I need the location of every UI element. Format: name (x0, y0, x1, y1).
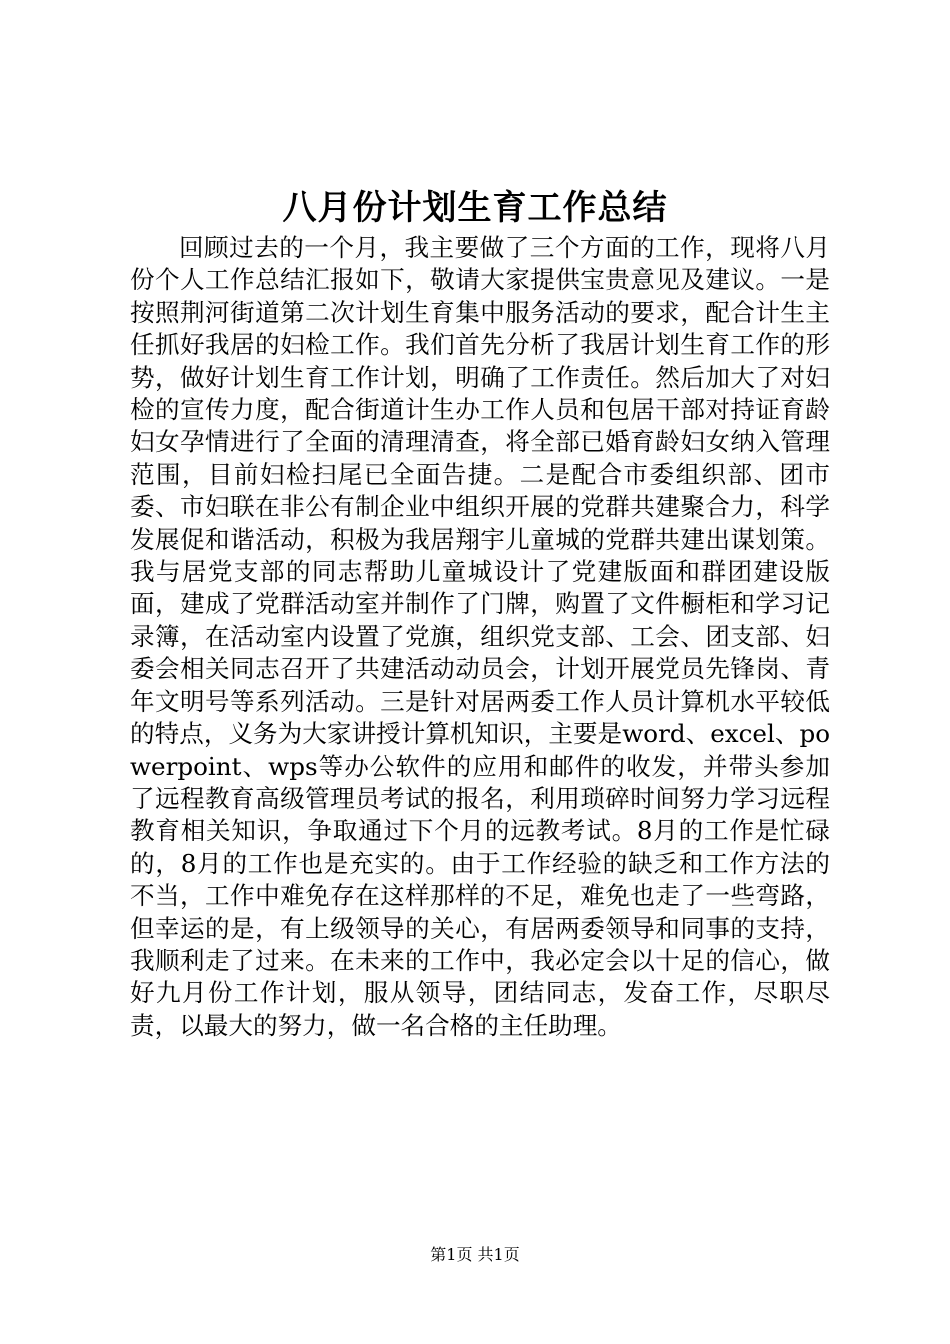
document-body-paragraph: 回顾过去的一个月，我主要做了三个方面的工作，现将八月份个人工作总结汇报如下，敬请大家提供宝贵意见及建议。一是按照荆河街道第二次计划生育集中服务活动的要求，配合计生主任抓好我居的妇检工作。我们首先分析了我居计划生育工作的形势，做好计划生育工作计划，明确了工作责任。然后加大了对妇检的宣传力度，配合街道计生办工作人员和包居干部对持证育龄妇女孕情进行了全面的清理清查，将全部已婚育龄妇女纳入管理范围，目前妇检扫尾已全面告捷。二是配合市委组织部、团市委、市妇联在非公有制企业中组织开展的党群共建聚合力，科学发展促和谐活动，积极为我居翔宇儿童城的党群共建出谋划策。我与居党支部的同志帮助儿童城设计了党建版面和群团建设版面，建成了党群活动室并制作了门牌，购置了文件橱柜和学习记录簿，在活动室内设置了党旗，组织党支部、工会、团支部、妇委会相关同志召开了共建活动动员会，计划开展党员先锋岗、青年文明号等系列活动。三是针对居两委工作人员计算机水平较低的特点，义务为大家讲授计算机知识，主要是word、excel、powerpoint、wps等办公软件的应用和邮件的收发，并带头参加了远程教育高级管理员考试的报名，利用琐碎时间努力学习远程教育相关知识，争取通过下个月的远教考试。8月的工作是忙碌的，8月的工作也是充实的。由于工作经验的缺乏和工作方法的不当，工作中难免存在这样那样的不足，难免也走了一些弯路，但幸运的是，有上级领导的关心，有居两委领导和同事的支持，我顺利走了过来。在未来的工作中，我必定会以十足的信心，做好九月份工作计划，服从领导，团结同志，发奋工作，尽职尽责，以最大的努力，做一名合格的主任助理。 (130, 233, 830, 1040)
page-footer: 第1页 共1页 (430, 1245, 520, 1264)
document-title: 八月份计划生育工作总结 (282, 188, 668, 228)
